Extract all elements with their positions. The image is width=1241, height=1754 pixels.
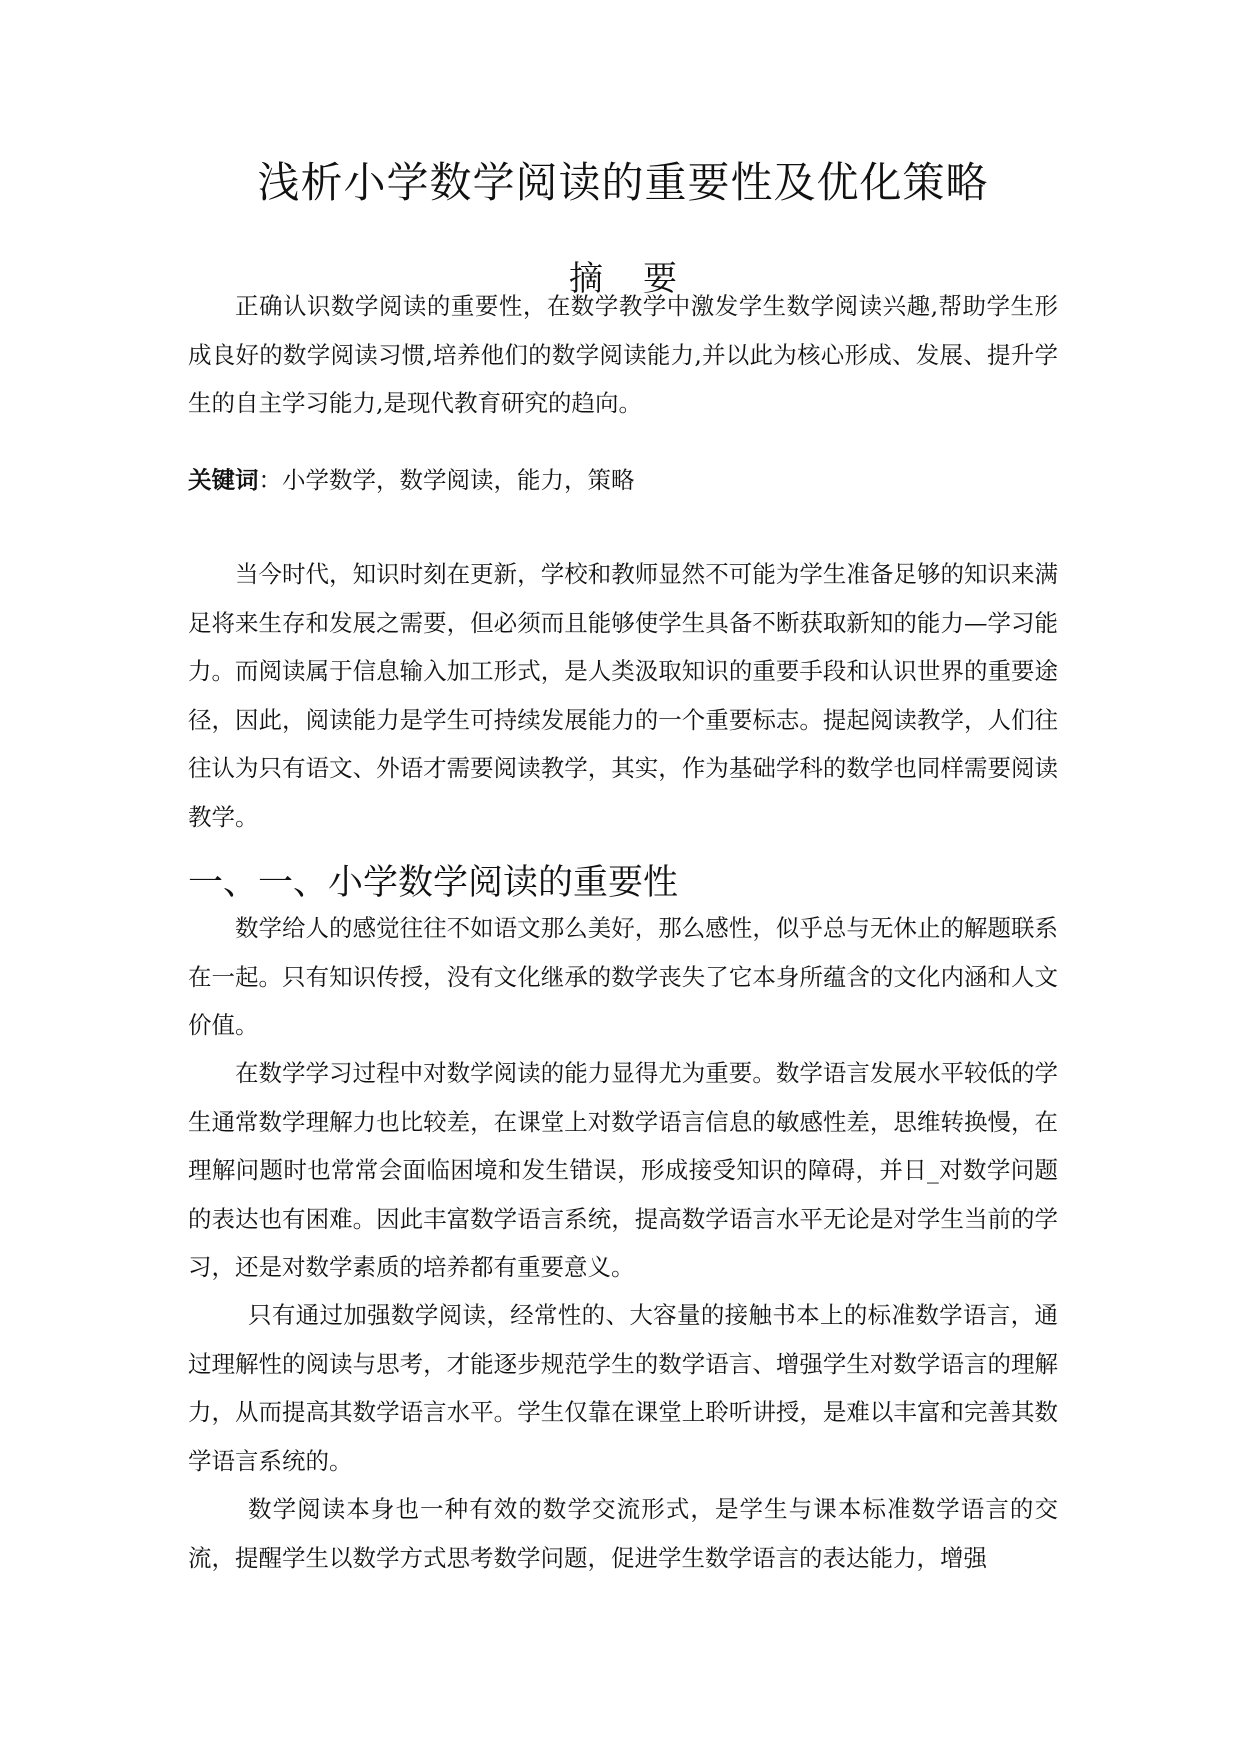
keywords-line bbox=[188, 460, 1058, 500]
body-paragraph: 数学给人的感觉往往不如语文那么美好，那么感性，似乎总与无休止的解题联系在一起。只有知识传授，没有文化继承的数学丧失了它本身所蕴含的文化内涵和人文价值。 bbox=[188, 914, 1058, 1039]
body-paragraph: 数学阅读本身也一种有效的数学交流形式，是学生与课本标准数学语言的交流，提醒学生以数学方式思考数学问题，促进学生数学语言的表达能力，增强 bbox=[188, 1495, 1058, 1572]
keywords-separator: ： bbox=[258, 466, 282, 494]
keywords-text: 小学数学，数学阅读，能力，策略 bbox=[282, 466, 635, 494]
abstract-paragraph: 正确认识数学阅读的重要性，在数学教学中激发学生数学阅读兴趣,帮助学生形成良好的数学阅读习惯,培养他们的数学阅读能力,并以此为核心形成、发展、提升学生的自主学习能力,是现代教育研究的趋向。 bbox=[188, 292, 1058, 417]
body-paragraph: 只有通过加强数学阅读，经常性的、大容量的接触书本上的标准数学语言，通过理解性的阅读与思考，才能逐步规范学生的数学语言、增强学生对数学语言的理解力，从而提高其数学语言水平。学生仅靠在课堂上聆听讲授，是难以丰富和完善其数学语言系统的。 bbox=[188, 1301, 1058, 1475]
section-heading: 一、一、小学数学阅读的重要性 bbox=[188, 863, 679, 903]
keywords-label: 关键词 bbox=[188, 466, 259, 494]
document-title: 浅析小学数学阅读的重要性及优化策略 bbox=[257, 158, 989, 207]
body-paragraph: 在数学学习过程中对数学阅读的能力显得尤为重要。数学语言发展水平较低的学生通常数学理解力也比较差，在课堂上对数学语言信息的敏感性差，思维转换慢，在理解问题时也常常会面临困境和发生错误，形成接受知识的障碍，并日_对数学问题的表达也有困难。因此丰富数学语言系统，提高数学语言水平无论是对学生当前的学习，还是对数学素质的培养都有重要意义。 bbox=[188, 1059, 1058, 1281]
intro-paragraph: 当今时代，知识时刻在更新，学校和教师显然不可能为学生准备足够的知识来满足将来生存和发展之需要，但必须而且能够使学生具备不断获取新知的能力—学习能力。而阅读属于信息输入加工形式，是人类汲取知识的重要手段和认识世界的重要途径，因此，阅读能力是学生可持续发展能力的一个重要标志。提起阅读教学，人们往往认为只有语文、外语才需要阅读教学，其实，作为基础学科的数学也同样需要阅读教学。 bbox=[188, 560, 1058, 831]
abstract-heading: 摘要 bbox=[569, 259, 717, 299]
